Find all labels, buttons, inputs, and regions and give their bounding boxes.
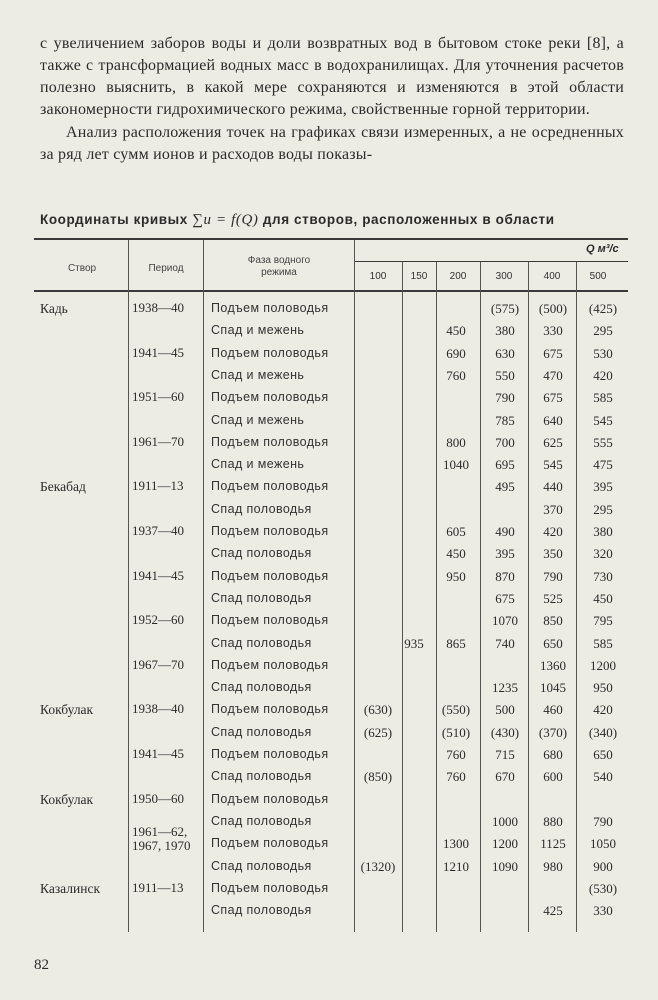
q400-cell: (500) (538, 301, 568, 316)
table-row (0, 824, 658, 855)
q500-cell: 585 (593, 635, 613, 651)
q200-cell: 605 (446, 524, 466, 539)
q200-cell: 1210 (443, 858, 469, 874)
period-cell: 1941—45 (132, 567, 184, 583)
body-paragraph-2: Анализ расположения точек на графиках связи измеренных, а не осредненных за ряд лет сумм ионов и расходов воды показы- (40, 124, 624, 163)
phase-cell: Подъем половодья (211, 791, 329, 806)
table-row (0, 432, 658, 454)
q300-cell: 395 (495, 546, 515, 562)
table-row (0, 543, 658, 565)
period-cell: 1937—40 (132, 523, 184, 538)
q500-cell: 795 (593, 613, 613, 629)
table-row (0, 588, 658, 610)
header-phase-line1: Фаза водного (247, 255, 311, 266)
table-row (0, 365, 658, 387)
q300-cell: 715 (495, 747, 515, 762)
q300-cell: 670 (495, 769, 515, 785)
q300-cell: 630 (495, 345, 515, 361)
q500-cell: 555 (593, 434, 613, 450)
q200-cell: 1300 (443, 836, 469, 852)
q400-cell: (370) (538, 724, 568, 740)
phase-cell: Спад и межень (211, 323, 305, 338)
q400-cell: 525 (543, 590, 563, 606)
q300-cell: 1200 (492, 836, 518, 852)
station-cell: Кокбулак (40, 791, 94, 807)
q500-cell: 540 (593, 769, 613, 785)
table-row (0, 722, 658, 744)
phase-cell: Подъем половодья (211, 390, 329, 405)
q500-cell: 320 (593, 546, 613, 562)
table-row (0, 566, 658, 588)
q400-cell: 675 (543, 345, 563, 361)
phase-cell: Подъем половодья (211, 747, 329, 761)
q500-cell: 545 (593, 412, 613, 428)
phase-cell: Подъем половодья (211, 613, 329, 628)
q500-cell: 1200 (590, 657, 616, 673)
q200-cell: 865 (446, 635, 466, 651)
caption-text-before: Координаты кривых (40, 212, 188, 227)
period-cell: 1967—70 (132, 656, 184, 672)
table-row (0, 655, 658, 677)
q300-cell: (575) (490, 301, 520, 316)
table-row (0, 900, 658, 922)
table-row (0, 633, 658, 655)
q400-cell: 980 (543, 858, 563, 874)
table-top-rule (34, 238, 628, 240)
phase-cell: Подъем половодья (211, 702, 329, 717)
q400-cell: 880 (543, 813, 563, 829)
q500-cell: 950 (593, 680, 613, 696)
q-unit-label: Q м³/с (586, 243, 619, 255)
phase-cell: Спад половодья (211, 858, 312, 873)
q300-cell: 790 (495, 390, 515, 406)
phase-cell: Спад половодья (211, 769, 312, 784)
station-cell: Казалинск (40, 880, 100, 896)
table-row (0, 878, 658, 900)
station-cell: Бекабад (40, 479, 86, 495)
phase-cell: Спад половодья (211, 813, 312, 828)
period-cell: 1941—45 (132, 746, 184, 761)
q200-cell: 760 (446, 367, 466, 383)
q300-cell: 1090 (492, 858, 518, 874)
q500-cell: 295 (593, 501, 613, 517)
q200-cell: 690 (446, 345, 466, 361)
period-cell: 1938—40 (132, 701, 184, 717)
page-number: 82 (34, 957, 49, 973)
table-row (0, 298, 658, 320)
table-row (0, 856, 658, 878)
q200-cell: 760 (446, 769, 466, 785)
period-cell: 1950—60 (132, 790, 184, 806)
q500-cell: (340) (588, 724, 618, 740)
q300-cell: 490 (495, 524, 515, 539)
phase-cell: Спад и межень (211, 367, 305, 382)
phase-cell: Спад половодья (211, 590, 312, 605)
header-phase-line2: режима (261, 267, 297, 278)
q400-cell: 790 (543, 568, 563, 584)
q300-cell: 675 (495, 590, 515, 606)
phase-cell: Подъем половодья (211, 524, 329, 538)
table-row (0, 343, 658, 365)
q300-cell: 740 (495, 635, 515, 651)
q300-cell: 1235 (492, 680, 518, 696)
header-bottom-rule (34, 290, 628, 292)
q150-cell: 935 (404, 635, 424, 651)
table-row (0, 744, 658, 766)
q400-cell: 625 (543, 434, 563, 450)
period-cell: 1911—13 (132, 478, 184, 494)
header-q100: 100 (369, 271, 387, 282)
q100-cell: (625) (363, 724, 393, 740)
q500-cell: 585 (593, 390, 613, 406)
q400-cell: 545 (543, 457, 563, 473)
q400-cell: 440 (543, 479, 563, 495)
period-cell: 1911—13 (132, 879, 184, 895)
phase-cell: Спад половодья (211, 903, 312, 918)
header-q150: 150 (410, 271, 428, 282)
period-cell: 1938—40 (132, 300, 184, 315)
table-row (0, 789, 658, 811)
q400-cell: 680 (543, 747, 563, 762)
q400-cell: 1045 (540, 680, 566, 696)
q500-cell: 450 (593, 590, 613, 606)
q500-cell: 330 (593, 903, 613, 919)
q500-cell: 380 (593, 524, 613, 539)
q200-cell: 760 (446, 747, 466, 762)
caption-formula: ∑и = f(Q) (192, 212, 259, 228)
q200-cell: 450 (446, 323, 466, 339)
q300-cell: 1070 (492, 613, 518, 629)
q500-cell: (425) (588, 301, 618, 316)
q500-cell: 420 (593, 702, 613, 718)
table-row (0, 499, 658, 521)
q300-cell: (430) (490, 724, 520, 740)
phase-cell: Спад и межень (211, 412, 305, 427)
table-row (0, 387, 658, 409)
q500-cell: 1050 (590, 836, 616, 852)
table-caption (40, 212, 630, 229)
table-row (0, 454, 658, 476)
station-cell: Кадь (40, 301, 68, 316)
q400-cell: 850 (543, 613, 563, 629)
header-q500: 500 (589, 271, 607, 282)
q200-cell: (510) (441, 724, 471, 740)
period-cell: 1961—70 (132, 433, 184, 449)
q200-cell: (550) (441, 702, 471, 718)
q100-cell: (630) (363, 702, 393, 718)
q400-cell: 1125 (540, 836, 566, 852)
q400-cell: 1360 (540, 657, 566, 673)
q300-cell: 700 (495, 434, 515, 450)
q500-cell: 420 (593, 367, 613, 383)
phase-cell: Спад половодья (211, 724, 312, 739)
q200-cell: 950 (446, 568, 466, 584)
q200-cell: 450 (446, 546, 466, 562)
table-row (0, 476, 658, 498)
header-period: Период (148, 263, 184, 274)
body-paragraph-1: с увеличением заборов воды и доли возвратных вод в бытовом стоке реки [8], а также с трансформацией водных масс в водохранилищах. Для уточнения расчетов полезно выяснить, в какой мере сохраняются и изменяются в этой области закономерности гидрохимического режима, свойственные горной территории. (40, 35, 624, 118)
q400-cell: 600 (543, 769, 563, 785)
table-row (0, 521, 658, 543)
q500-cell: 650 (593, 747, 613, 762)
phase-cell: Подъем половодья (211, 657, 329, 672)
q500-cell: 530 (593, 345, 613, 361)
phase-cell: Подъем половодья (211, 345, 329, 360)
table-row (0, 766, 658, 788)
table-row (0, 610, 658, 632)
q200-cell: 800 (446, 434, 466, 450)
table-row (0, 699, 658, 721)
q100-cell: (1320) (360, 858, 396, 874)
q400-cell: 350 (543, 546, 563, 562)
q400-cell: 425 (543, 903, 563, 919)
q300-cell: 380 (495, 323, 515, 339)
q300-cell: 695 (495, 457, 515, 473)
q300-cell: 785 (495, 412, 515, 428)
q400-cell: 330 (543, 323, 563, 339)
station-cell: Кокбулак (40, 702, 94, 718)
q500-cell: 900 (593, 858, 613, 874)
q400-cell: 420 (543, 524, 563, 539)
header-station: Створ (67, 263, 97, 274)
phase-cell: Спад половодья (211, 635, 312, 650)
q400-cell: 370 (543, 501, 563, 517)
q300-cell: 1000 (492, 813, 518, 829)
period-cell: 1941—45 (132, 344, 184, 360)
period-cell: 1952—60 (132, 612, 184, 628)
q100-cell: (850) (363, 769, 393, 785)
phase-cell: Подъем половодья (211, 836, 329, 851)
q500-cell: 790 (593, 813, 613, 829)
phase-cell: Подъем половодья (211, 568, 329, 583)
q300-cell: 500 (495, 702, 515, 718)
q500-cell: 295 (593, 323, 613, 339)
header-q200: 200 (449, 271, 467, 282)
phase-cell: Спад половодья (211, 680, 312, 695)
q300-cell: 870 (495, 568, 515, 584)
period-cell: 1951—60 (132, 389, 184, 405)
q200-cell: 1040 (443, 457, 469, 473)
q400-cell: 470 (543, 367, 563, 383)
phase-cell: Спад и межень (211, 457, 305, 472)
q400-cell: 650 (543, 635, 563, 651)
table-row (0, 811, 658, 833)
phase-cell: Подъем половодья (211, 301, 329, 315)
q400-cell: 460 (543, 702, 563, 718)
q500-cell: (530) (588, 880, 618, 896)
period-cell: 1961—62, 1967, 1970 (132, 824, 191, 854)
phase-cell: Подъем половодья (211, 880, 329, 895)
header-q400: 400 (543, 271, 561, 282)
q300-cell: 550 (495, 367, 515, 383)
q400-cell: 640 (543, 412, 563, 428)
q-header-rule (355, 261, 628, 262)
phase-cell: Спад половодья (211, 501, 312, 516)
header-q300: 300 (495, 271, 513, 282)
q500-cell: 730 (593, 568, 613, 584)
phase-cell: Подъем половодья (211, 479, 329, 494)
phase-cell: Подъем половодья (211, 434, 329, 449)
table-row (0, 320, 658, 342)
q500-cell: 475 (593, 457, 613, 473)
caption-text-after: для створов, расположенных в области (262, 212, 555, 227)
q500-cell: 395 (593, 479, 613, 495)
q300-cell: 495 (495, 479, 515, 495)
q400-cell: 675 (543, 390, 563, 406)
phase-cell: Спад половодья (211, 546, 312, 561)
table-row (0, 410, 658, 432)
table-row (0, 677, 658, 699)
